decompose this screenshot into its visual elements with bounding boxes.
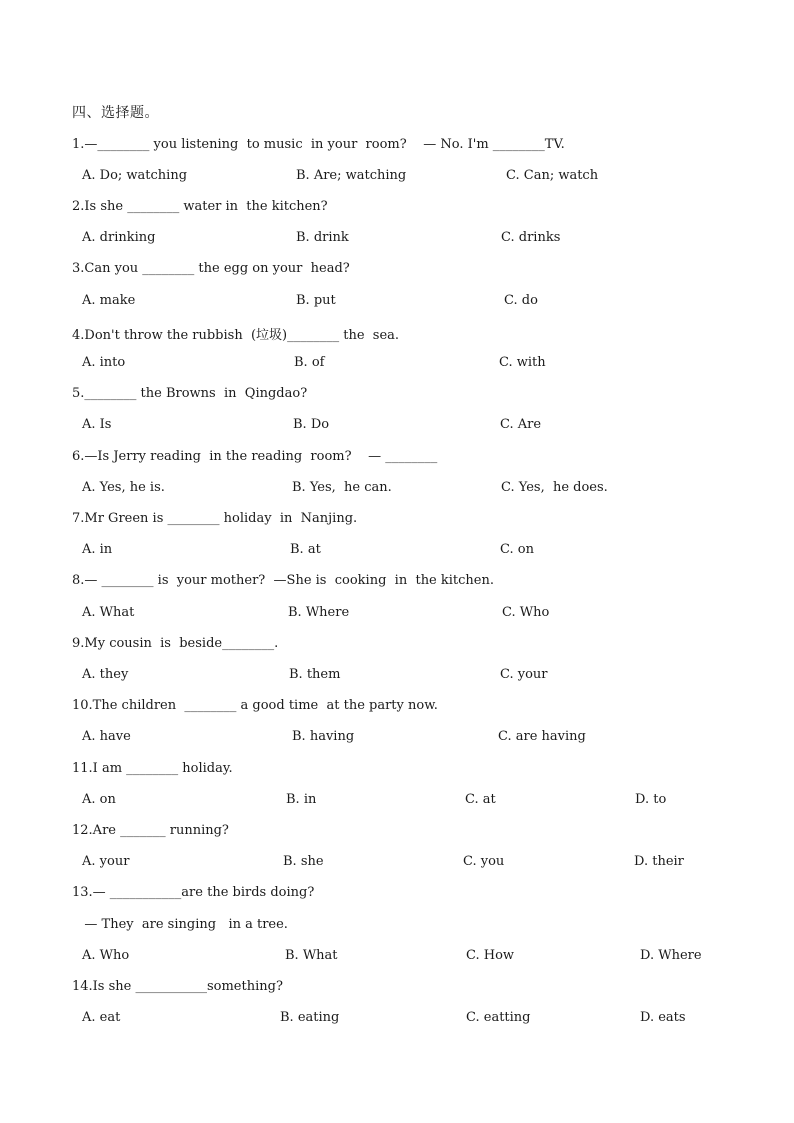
question-3-stem: 3.Can you ________ the egg on your head? [72, 261, 350, 276]
question-13-option-d: D. Where [640, 948, 702, 963]
question-13-option-a: A. Who [82, 948, 130, 963]
question-11-option-b: B. in [286, 792, 317, 807]
question-14-option-b: B. eating [280, 1010, 340, 1025]
question-11-option-c: C. at [465, 792, 496, 807]
question-9-option-c: C. your [500, 667, 548, 682]
question-9-option-b: B. them [289, 667, 341, 682]
question-1-stem: 1.—________ you listening to music in your room? — No. I'm ________TV. [72, 137, 565, 152]
question-9-stem: 9.My cousin is beside________. [72, 636, 279, 651]
question-5-option-c: C. Are [500, 417, 542, 432]
question-6-option-a: A. Yes, he is. [82, 480, 165, 495]
question-2-option-a: A. drinking [82, 230, 156, 245]
question-8-option-a: A. What [82, 605, 135, 620]
question-13-answer-line: — They are singing in a tree. [72, 917, 288, 932]
question-12-option-b: B. she [283, 854, 324, 869]
question-3-option-b: B. put [296, 293, 336, 308]
question-4-stem: 4.Don't throw the rubbish (垃圾)________ the sea. [72, 328, 400, 343]
question-6-option-c: C. Yes, he does. [501, 480, 608, 495]
question-6-option-b: B. Yes, he can. [292, 480, 392, 495]
question-8-stem: 8.— ________ is your mother? —She is cooking in the kitchen. [72, 573, 494, 588]
question-7-stem: 7.Mr Green is ________ holiday in Nanjing. [72, 511, 358, 526]
question-11-option-a: A. on [82, 792, 116, 807]
question-10-option-b: B. having [292, 729, 355, 744]
question-13-option-c: C. How [466, 948, 515, 963]
question-5-option-a: A. Is [82, 417, 112, 432]
question-14-option-d: D. eats [640, 1010, 686, 1025]
question-12-option-a: A. your [82, 854, 130, 869]
question-7-option-b: B. at [290, 542, 321, 557]
question-5-option-b: B. Do [293, 417, 330, 432]
question-10-option-c: C. are having [498, 729, 586, 744]
question-2-option-c: C. drinks [501, 230, 561, 245]
question-7-option-c: C. on [500, 542, 534, 557]
question-3-option-a: A. make [82, 293, 136, 308]
question-12-stem: 12.Are _______ running? [72, 823, 229, 838]
question-2-option-b: B. drink [296, 230, 349, 245]
question-12-option-d: D. their [634, 854, 684, 869]
question-9-option-a: A. they [82, 667, 129, 682]
question-2-stem: 2.Is she ________ water in the kitchen? [72, 199, 328, 214]
question-10-stem: 10.The children ________ a good time at the party now. [72, 698, 438, 713]
question-12-option-c: C. you [463, 854, 505, 869]
question-4-option-b: B. of [294, 355, 325, 370]
question-8-option-b: B. Where [288, 605, 350, 620]
question-10-option-a: A. have [82, 729, 131, 744]
question-1-option-b: B. Are; watching [296, 168, 407, 183]
question-14-stem: 14.Is she ___________something? [72, 979, 283, 994]
question-4-option-c: C. with [499, 355, 546, 370]
question-1-option-a: A. Do; watching [82, 168, 188, 183]
question-11-option-d: D. to [635, 792, 667, 807]
question-4-option-a: A. into [82, 355, 126, 370]
question-8-option-c: C. Who [502, 605, 550, 620]
question-5-stem: 5.________ the Browns in Qingdao? [72, 386, 308, 401]
section-title: 四、选择题。 [72, 105, 159, 121]
question-11-stem: 11.I am ________ holiday. [72, 761, 233, 776]
question-13-stem: 13.— ___________are the birds doing? [72, 885, 315, 900]
question-13-option-b: B. What [285, 948, 338, 963]
question-6-stem: 6.—Is Jerry reading in the reading room? — ________ [72, 449, 438, 464]
question-7-option-a: A. in [82, 542, 113, 557]
question-3-option-c: C. do [504, 293, 538, 308]
question-14-option-a: A. eat [82, 1010, 121, 1025]
question-1-option-c: C. Can; watch [506, 168, 599, 183]
question-14-option-c: C. eatting [466, 1010, 531, 1025]
